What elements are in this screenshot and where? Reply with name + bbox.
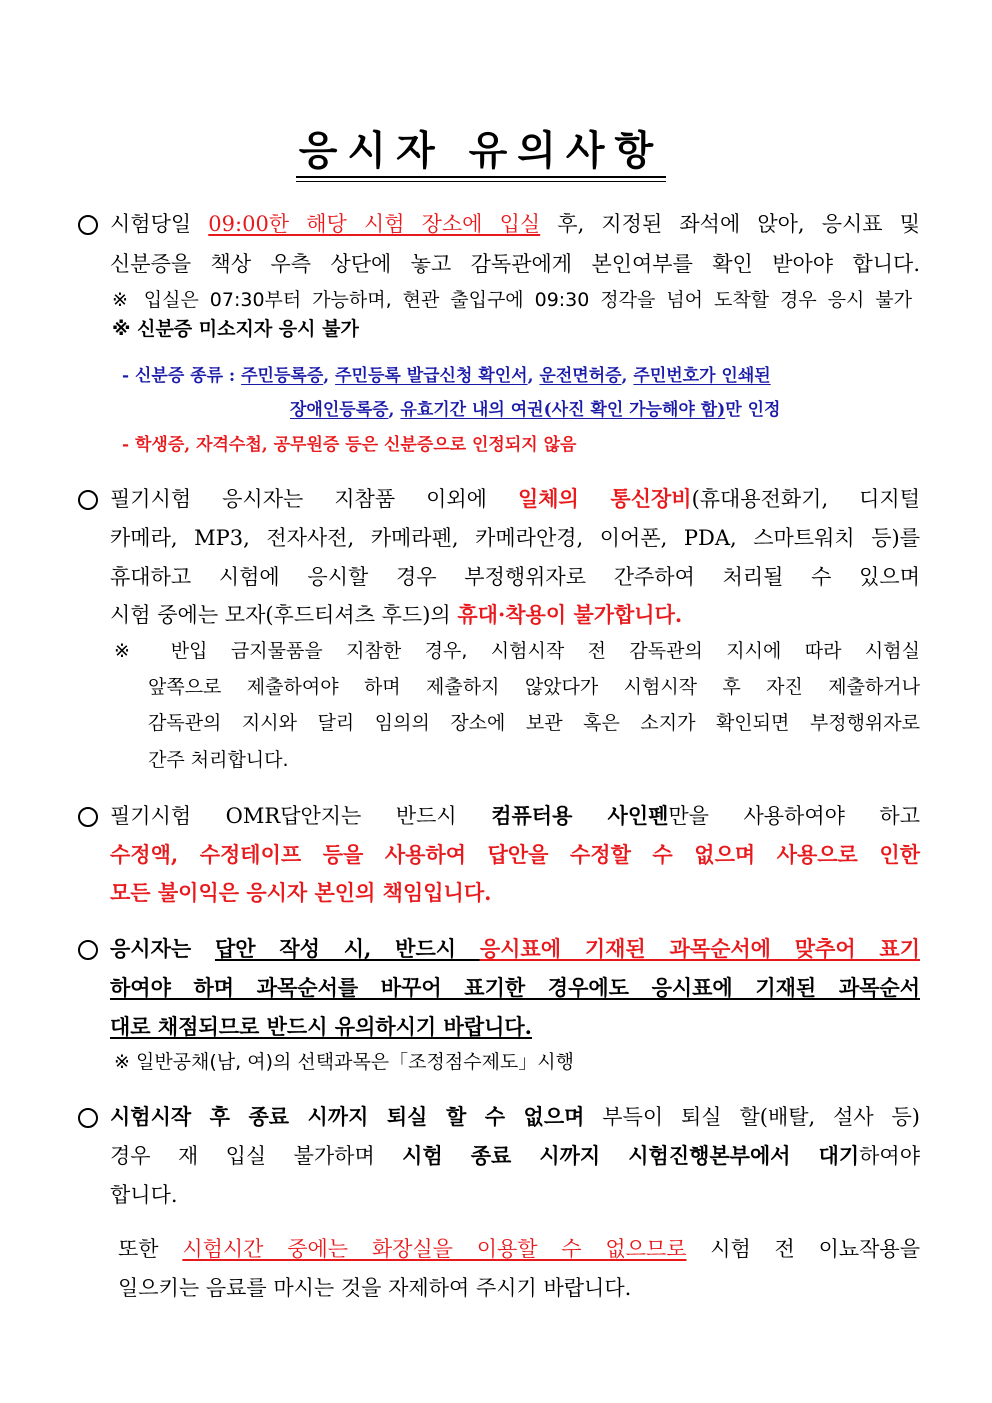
section2-note2: 앞쪽으로 제출하여야 하며 제출하지 않았다가 시험시작 후 자진 제출하거나 (148, 676, 920, 698)
section5-line1: 시험시작 후 종료 시까지 퇴실 할 수 없으며 부득이 퇴실 할(배탈, 설사 등) (110, 1104, 920, 1129)
section1-line2: 신분증을 책상 우측 상단에 놓고 감독관에게 본인여부를 확인 받아야 합니다. (110, 252, 920, 276)
section4-note1: ※ 일반공채(남, 여)의 선택과목은「조정점수제도」시행 (114, 1051, 574, 1073)
section2-line4: 시험 중에는 모자(후드티셔츠 후드)의 휴대·착용이 불가합니다. (110, 602, 683, 627)
page-title: 응시자 유의사항 (298, 128, 664, 174)
devices-highlight: 일체의 통신장비 (517, 486, 692, 511)
section1-note1: ※ 입실은 07:30부터 가능하며, 현관 출입구에 09:30 정각을 넘어 도착할 경우 응시 불가 (112, 289, 912, 311)
section5-para-line2: 일으키는 음료를 마시는 것을 자제하여 주시기 바랍니다. (118, 1276, 632, 1300)
circle-bullet-icon (78, 215, 98, 235)
subject-order-highlight: 응시표에 기재된 과목순서에 맞추어 표기 (479, 936, 920, 961)
circle-bullet-icon (78, 807, 98, 827)
section1-note2: ※ 신분증 미소지자 응시 불가 (112, 318, 359, 340)
section3-line3: 모든 불이익은 응시자 본인의 책임입니다. (110, 880, 492, 905)
title-block (296, 128, 666, 174)
id-types-line2: 장애인등록증, 유효기간 내의 여권(사진 확인 가능해야 함)만 인정 (290, 400, 781, 420)
hat-prohibited-highlight: 휴대·착용이 불가합니다. (457, 602, 683, 627)
section3-line2: 수정액, 수정테이프 등을 사용하여 답안을 수정할 수 없으며 사용으로 인한 (110, 842, 920, 867)
circle-bullet-icon (78, 490, 98, 510)
section3-line1: 필기시험 OMR답안지는 반드시 컴퓨터용 사인펜만을 사용하여야 하고 (110, 803, 920, 828)
section4-line1: 응시자는 답안 작성 시, 반드시 응시표에 기재된 과목순서에 맞추어 표기 (110, 936, 920, 961)
section5-para-line1: 또한 시험시간 중에는 화장실을 이용할 수 없으므로 시험 전 이뇨작용을 (118, 1237, 921, 1261)
section5-line2: 경우 재 입실 불가하며 시험 종료 시까지 시험진행본부에서 대기하여야 (110, 1143, 920, 1168)
restroom-highlight: 시험시간 중에는 화장실을 이용할 수 없으므로 (182, 1237, 687, 1261)
title-underline-thin (296, 181, 666, 182)
section2-line2: 카메라, MP3, 전자사전, 카메라펜, 카메라안경, 이어폰, PDA, 스마트워치 등)를 (110, 526, 920, 550)
signpen-highlight: 컴퓨터용 사인펜 (491, 803, 669, 828)
id-not-accepted-line: - 학생증, 자격수첩, 공무원증 등은 신분증으로 인정되지 않음 (122, 435, 577, 455)
section5-line3: 합니다. (110, 1183, 178, 1207)
section4-line3: 대로 채점되므로 반드시 유의하시기 바랍니다. (110, 1014, 532, 1039)
circle-bullet-icon (78, 940, 98, 960)
section2-note1: ※ 반입 금지물품을 지참한 경우, 시험시작 전 감독관의 지시에 따라 시험실 (114, 640, 920, 662)
section4-line2: 하여야 하며 과목순서를 바꾸어 표기한 경우에도 응시표에 기재된 과목순서 (110, 975, 920, 1000)
section2-note3: 감독관의 지시와 달리 임의의 장소에 보관 혹은 소지가 확인되면 부정행위자로 (148, 712, 920, 734)
entry-time-highlight: 09:00한 해당 시험 장소에 입실 (208, 212, 541, 236)
title-underline (296, 176, 666, 178)
id-types-line1: - 신분증 종류 : 주민등록증, 주민등록 발급신청 확인서, 운전면허증, 주민번호가 인쇄된 (122, 366, 771, 386)
section2-note4: 간주 처리합니다. (148, 749, 289, 771)
section2-line1: 필기시험 응시자는 지참품 이외에 일체의 통신장비(휴대용전화기, 디지털 (110, 486, 920, 511)
section2-line3: 휴대하고 시험에 응시할 경우 부정행위자로 간주하여 처리될 수 있으며 (110, 565, 920, 589)
circle-bullet-icon (78, 1108, 98, 1128)
section1-line1: 시험당일 09:00한 해당 시험 장소에 입실 후, 지정된 좌석에 앉아, 응시표 및 (110, 212, 920, 236)
